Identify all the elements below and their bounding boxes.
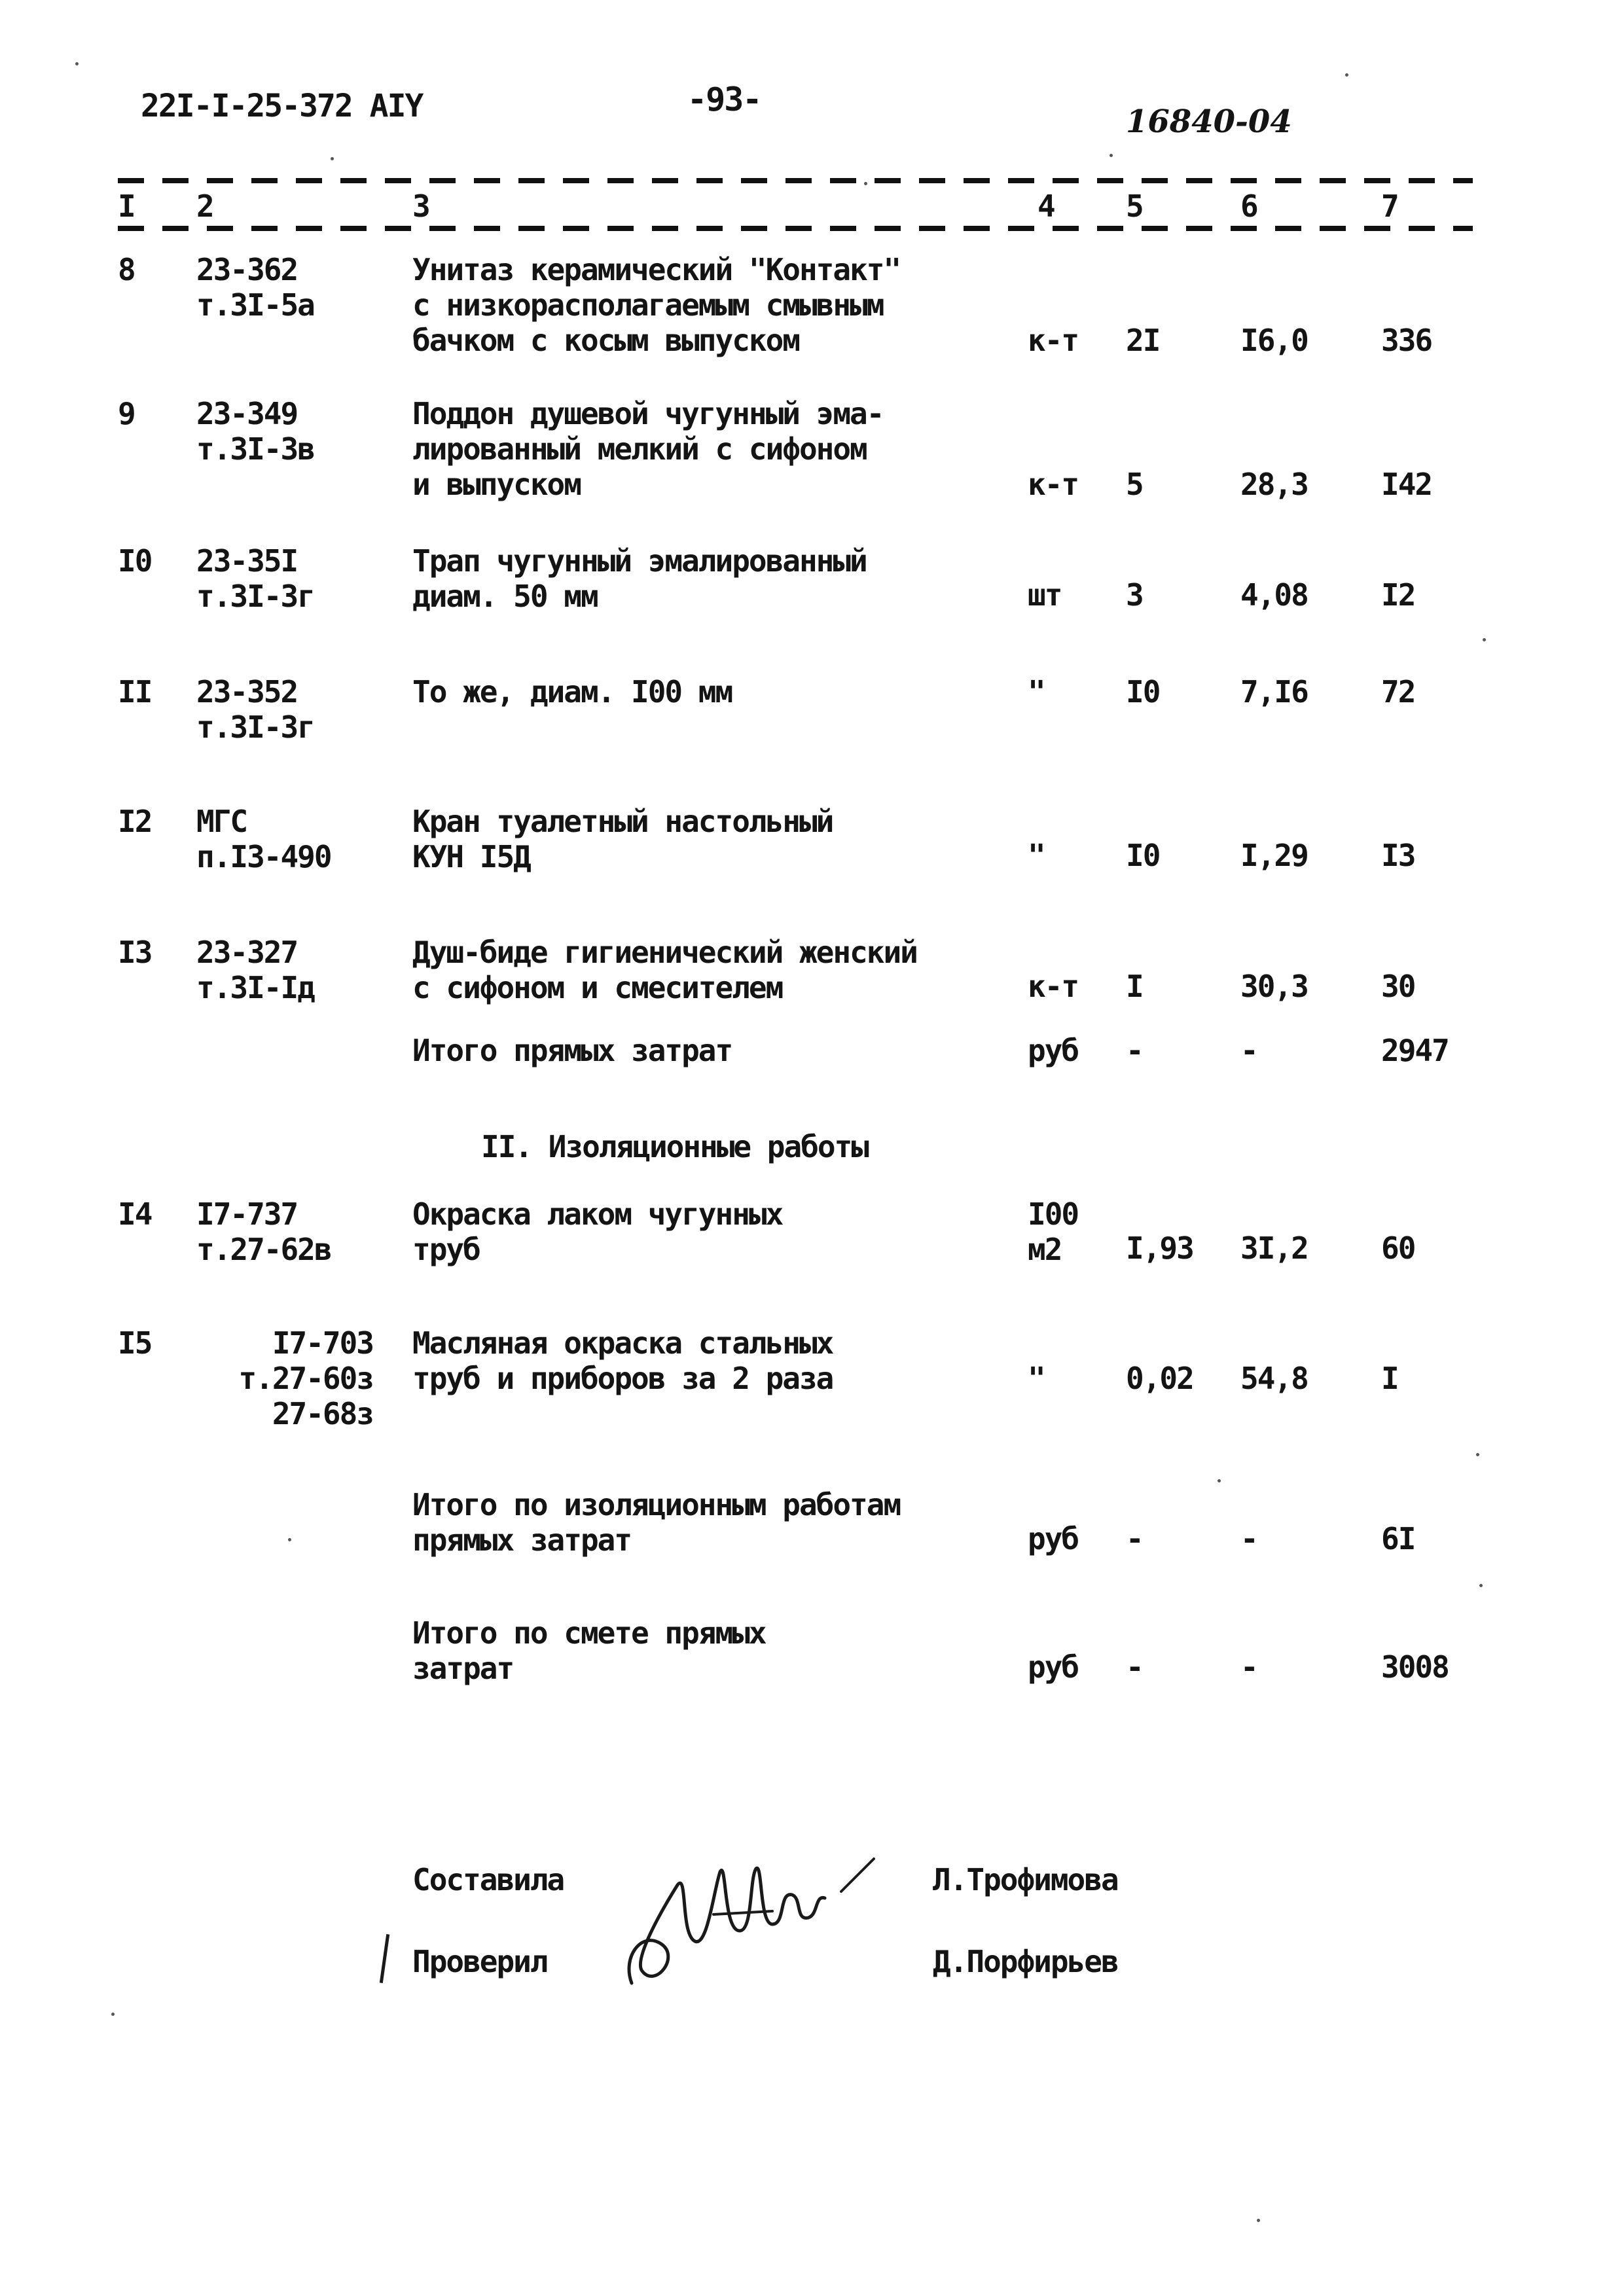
table-row: [0, 543, 1624, 622]
row-total: 72: [1381, 674, 1415, 709]
table-row: [0, 674, 1624, 753]
subtotal-label: Итого по изоляционным работам прямых затрат: [412, 1487, 901, 1558]
row-price: 54,8: [1240, 1361, 1308, 1396]
row-price: 28,3: [1240, 467, 1308, 502]
row-total: I3: [1381, 838, 1415, 873]
grand-total: [0, 1615, 1624, 1694]
row-number: I0: [118, 543, 152, 579]
checked-label: Проверил: [412, 1944, 547, 1979]
scan-speck: [111, 2013, 115, 2016]
total-unit: руб: [1028, 1649, 1079, 1685]
checked-name: Д.Порфирьев: [933, 1944, 1118, 1979]
subtotal-price: -: [1240, 1521, 1257, 1556]
row-total: 30: [1381, 969, 1415, 1004]
row-unit: к-т: [1028, 323, 1079, 358]
document-code: 22I-I-25-372 AIY: [141, 88, 423, 124]
row-quantity: 0,02: [1126, 1361, 1193, 1396]
total-label: Итого по смете прямых затрат: [412, 1615, 766, 1686]
subtotal-label: Итого прямых затрат: [412, 1033, 732, 1068]
column-header-7: 7: [1381, 188, 1398, 224]
scan-speck: [1218, 1479, 1221, 1482]
row-reference: I7-703 т.27-60з 27-68з: [238, 1325, 373, 1431]
row-description: То же, диам. I00 мм: [412, 674, 732, 709]
row-description: Кран туалетный настольный КУН I5Д: [412, 804, 833, 874]
total-price: -: [1240, 1649, 1257, 1685]
row-quantity: 5: [1126, 467, 1143, 502]
scan-speck: [864, 182, 867, 185]
row-quantity: 2I: [1126, 323, 1160, 358]
composed-name: Л.Трофимова: [933, 1862, 1118, 1897]
total-quantity: -: [1126, 1649, 1143, 1685]
row-quantity: 3: [1126, 577, 1143, 613]
composed-label: Составила: [412, 1862, 564, 1897]
table-row: [0, 1196, 1624, 1275]
row-number: 9: [118, 396, 135, 431]
subtotal-price: -: [1240, 1033, 1257, 1068]
row-number: 8: [118, 252, 135, 287]
row-reference: 23-352 т.3I-3г: [196, 674, 314, 745]
row-reference: МГС п.I3-490: [196, 804, 331, 874]
scan-speck: [75, 62, 79, 65]
scan-speck: [1257, 2219, 1260, 2222]
row-price: 30,3: [1240, 969, 1308, 1004]
margin-pen-mark: [380, 1934, 389, 1983]
column-header-3: 3: [412, 188, 429, 224]
row-unit: ": [1028, 674, 1045, 709]
column-header-4: 4: [1038, 188, 1055, 224]
row-reference: 23-349 т.3I-3в: [196, 396, 314, 467]
header-rule-top: [118, 178, 1473, 183]
column-header-5: 5: [1126, 188, 1143, 224]
row-unit: к-т: [1028, 467, 1079, 502]
row-quantity: I0: [1126, 838, 1160, 873]
subtotal-unit: руб: [1028, 1521, 1079, 1556]
column-header-row: [0, 188, 1624, 228]
row-description: Окраска лаком чугунных труб: [412, 1196, 783, 1267]
table-row: [0, 1325, 1624, 1437]
row-quantity: I,93: [1126, 1230, 1193, 1266]
scan-speck: [288, 1538, 291, 1541]
subtotal-quantity: -: [1126, 1033, 1143, 1068]
column-header-2: 2: [196, 188, 213, 224]
row-unit: к-т: [1028, 969, 1079, 1004]
column-header-1: I: [118, 188, 135, 224]
table-row: [0, 252, 1624, 363]
row-price: 4,08: [1240, 577, 1308, 613]
handwritten-signature: [615, 1833, 890, 2003]
subtotal-insulation: [0, 1487, 1624, 1566]
subtotal-direct-costs: [0, 1033, 1624, 1072]
total-total: 3008: [1381, 1649, 1449, 1685]
row-description: Масляная окраска стальных труб и приборов за 2 раза: [412, 1325, 833, 1396]
row-quantity: I0: [1126, 674, 1160, 709]
row-total: I2: [1381, 577, 1415, 613]
row-unit: шт: [1028, 577, 1062, 613]
subtotal-unit: руб: [1028, 1033, 1079, 1068]
row-total: I42: [1381, 467, 1432, 502]
table-row: [0, 804, 1624, 882]
scan-speck: [1110, 154, 1113, 157]
scan-speck: [1479, 1584, 1483, 1587]
scan-speck: [1345, 73, 1348, 77]
row-reference: 23-327 т.3I-Iд: [196, 935, 314, 1005]
row-number: I2: [118, 804, 152, 839]
row-reference: I7-737 т.27-62в: [196, 1196, 331, 1267]
page-number: -93-: [687, 81, 761, 118]
row-description: Унитаз керамический "Контакт" с низкорасполагаемым смывным бачком с косым выпуском: [412, 252, 901, 358]
row-unit: ": [1028, 1361, 1045, 1396]
row-total: I: [1381, 1361, 1398, 1396]
subtotal-total: 6I: [1381, 1521, 1415, 1556]
row-quantity: I: [1126, 969, 1143, 1004]
row-unit: ": [1028, 838, 1045, 873]
row-description: Поддон душевой чугунный эма- лированный мелкий с сифоном и выпуском: [412, 396, 884, 502]
scan-speck: [1476, 1453, 1479, 1456]
row-description: Душ-биде гигиенический женский с сифоном и смесителем: [412, 935, 917, 1005]
row-number: I3: [118, 935, 152, 970]
column-header-6: 6: [1240, 188, 1257, 224]
row-price: I6,0: [1240, 323, 1308, 358]
subtotal-quantity: -: [1126, 1521, 1143, 1556]
row-number: I5: [118, 1325, 152, 1361]
table-row: [0, 935, 1624, 1013]
row-price: I,29: [1240, 838, 1308, 873]
document-number: 16840-04: [1126, 103, 1292, 140]
row-price: 3I,2: [1240, 1230, 1308, 1266]
row-total: 60: [1381, 1230, 1415, 1266]
row-reference: 23-362 т.3I-5а: [196, 252, 314, 323]
row-description: Трап чугунный эмалированный диам. 50 мм: [412, 543, 867, 614]
row-price: 7,I6: [1240, 674, 1308, 709]
row-total: 336: [1381, 323, 1432, 358]
scan-speck: [331, 157, 334, 160]
row-number: II: [118, 674, 152, 709]
row-number: I4: [118, 1196, 152, 1232]
row-unit: I00 м2: [1028, 1196, 1079, 1267]
row-reference: 23-35I т.3I-3г: [196, 543, 314, 614]
subtotal-total: 2947: [1381, 1033, 1449, 1068]
section-title: II. Изоляционные работы: [481, 1129, 868, 1164]
scan-speck: [1483, 638, 1486, 641]
header-rule-bottom: [118, 226, 1473, 231]
table-row: [0, 396, 1624, 507]
